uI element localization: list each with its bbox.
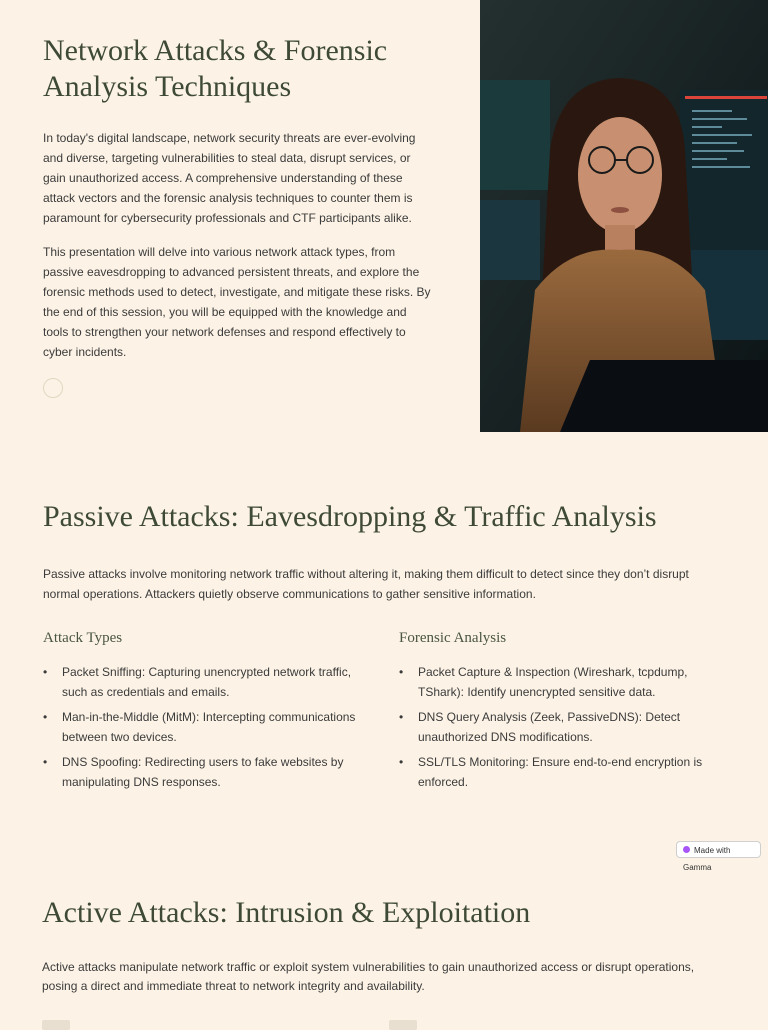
forensic-analysis-column [399, 628, 729, 797]
list-item [399, 752, 729, 792]
made-with-gamma-badge[interactable] [676, 841, 761, 872]
list-item-text: SSL/TLS Monitoring: Ensure end-to-end encryption is enforced. [418, 755, 703, 789]
bullet-icon: • [399, 755, 404, 769]
slide1-paragraph-2: This presentation will delve into various network attack types, from passive eavesdropping to advanced persistent threats, and explore the forensic methods used to detect, investigate, and mitigate these risks. By the end of this session, you will be equipped with the knowledge and tools to strengthen your network defenses and respond effectively to cyber incidents. [43, 245, 431, 359]
list-item [399, 707, 729, 747]
slide2-title: Passive Attacks: Eavesdropping & Traffic Analysis [43, 500, 657, 533]
list-item [43, 752, 363, 792]
slide2-intro: Passive attacks involve monitoring network traffic without altering it, making them difficult to detect since they don’t disrupt normal operations. Attackers quietly observe communications to gather sensitive information. [43, 567, 689, 601]
bullet-icon: • [43, 665, 48, 679]
bullet-icon: • [399, 665, 404, 679]
gamma-logo-icon [683, 846, 690, 853]
slide1-paragraph-1: In today's digital landscape, network security threats are ever-evolving and diverse, targeting vulnerabilities to steal data, disrupt services, or gain unauthorized access. A comprehensive understanding of these attack vectors and the forensic analysis techniques to counter them is paramount for cybersecurity professionals and CTF participants alike. [43, 131, 416, 225]
attack-types-heading: Attack Types [43, 630, 123, 646]
circle-icon [43, 378, 63, 398]
list-item-text: DNS Query Analysis (Zeek, PassiveDNS): Detect unauthorized DNS modifications. [418, 710, 681, 744]
forensic-analysis-heading: Forensic Analysis [399, 630, 507, 646]
card-icon-placeholder [42, 1020, 70, 1030]
bullet-icon: • [43, 710, 48, 724]
attack-types-column [43, 628, 363, 797]
slide1-title: Network Attacks & Forensic Analysis Techniques [43, 34, 388, 103]
slide3-title: Active Attacks: Intrusion & Exploitation [42, 896, 531, 929]
list-item-text: Packet Sniffing: Capturing unencrypted network traffic, such as credentials and emails. [62, 665, 352, 699]
bullet-icon: • [399, 710, 404, 724]
list-item [399, 662, 729, 702]
slide3-intro: Active attacks manipulate network traffic or exploit system vulnerabilities to gain unauthorized access or disrupt operations, posing a direct and immediate threat to network integrity and availability. [42, 960, 695, 993]
list-item-text: DNS Spoofing: Redirecting users to fake websites by manipulating DNS responses. [62, 755, 344, 789]
bullet-icon: • [43, 755, 48, 769]
analyst-photo [480, 0, 768, 432]
card-icon-placeholder [389, 1020, 417, 1030]
badge-label: Made with Gamma [683, 846, 731, 872]
list-item-text: Packet Capture & Inspection (Wireshark, tcpdump, TShark): Identify unencrypted sensitive data. [418, 665, 688, 699]
list-item [43, 707, 363, 747]
list-item-text: Man-in-the-Middle (MitM): Intercepting communications between two devices. [62, 710, 356, 744]
list-item [43, 662, 363, 702]
